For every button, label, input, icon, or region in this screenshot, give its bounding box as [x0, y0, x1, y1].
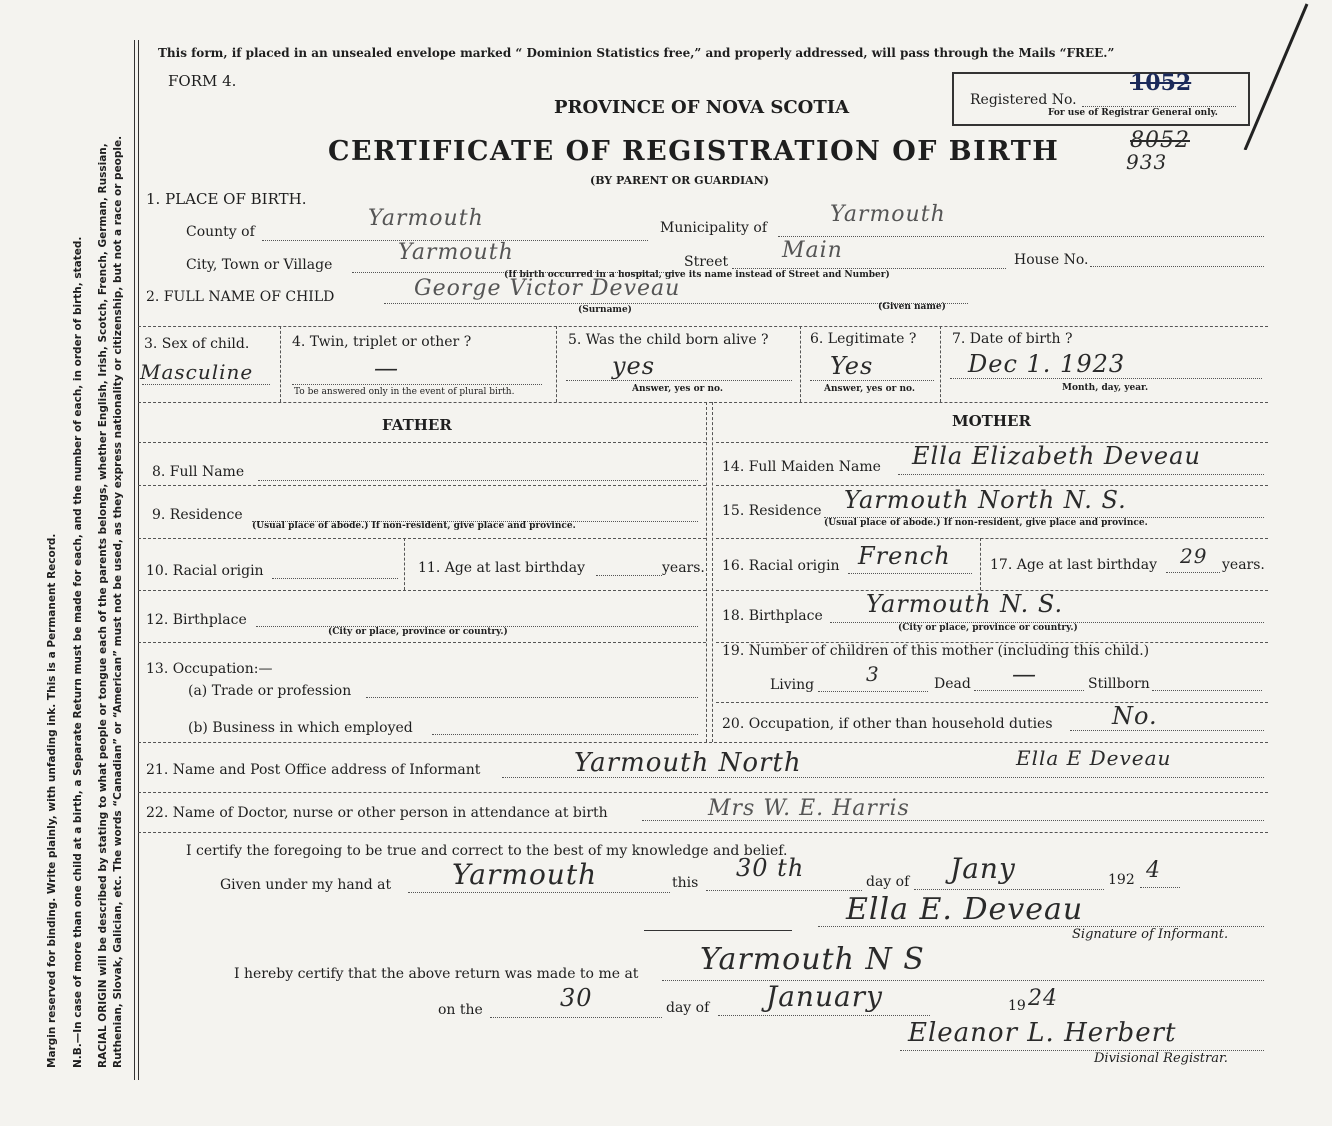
margin-note-4: Ruthenian, Slovak, Galician, etc. The words “Canadian” or “American” must not be used, as they express nationality or citizenship, but not a race or people. [112, 135, 124, 1068]
mother-age-label: 17. Age at last birthday [990, 557, 1158, 573]
father-business-label: (b) Business in which employed [188, 720, 413, 736]
dob-note: Month, day, year. [1062, 383, 1149, 393]
father-heading: FATHER [382, 416, 452, 434]
mother-racial-value: French [858, 542, 951, 570]
twin-note: To be answered only in the event of plural birth. [294, 387, 515, 397]
mail-notice: This form, if placed in an unsealed envelope marked “ Dominion Statistics free,” and properly addressed, will pass through the Mails “FREE.” [158, 46, 1115, 60]
mother-residence-note: (Usual place of abode.) If non-resident, give place and province. [824, 518, 1148, 528]
given-month: Jany [950, 852, 1016, 885]
father-occupation-label: 13. Occupation:— [146, 661, 273, 677]
registration-box [952, 72, 1250, 126]
registrar-year-prefix: 19 [1008, 998, 1026, 1014]
father-age-label: 11. Age at last birthday [418, 560, 586, 576]
father-birthplace-label: 12. Birthplace [146, 612, 247, 628]
sex-value: Masculine [140, 360, 254, 384]
alive-note: Answer, yes or no. [632, 384, 723, 394]
margin-note-3: RACIAL ORIGIN will be described by stating to what people or tongue each of the parents belongs, whether English, Irish, Scotch, French, German, Russian, [97, 143, 109, 1068]
signature-informant-label: Signature of Informant. [1072, 927, 1229, 942]
mother-occupation-label: 20. Occupation, if other than household duties [722, 716, 1053, 732]
municipality-value: Yarmouth [830, 202, 946, 227]
sex-label: 3. Sex of child. [144, 336, 250, 352]
house-no-label: House No. [1014, 252, 1089, 268]
county-value: Yarmouth [368, 206, 484, 231]
mother-age-value: 29 [1180, 544, 1208, 568]
dob-label: 7. Date of birth ? [952, 331, 1073, 347]
informant-label: 21. Name and Post Office address of Informant [146, 762, 481, 778]
pen-stroke-mark [1215, 0, 1325, 150]
dob-value: Dec 1. 1923 [968, 350, 1126, 378]
municipality-label: Municipality of [660, 220, 768, 236]
given-under-label: Given under my hand at [220, 877, 392, 893]
certify-statement: I certify the foregoing to be true and correct to the best of my knowledge and belief. [186, 843, 788, 859]
city-label: City, Town or Village [186, 257, 333, 273]
mother-residence-label: 15. Residence [722, 503, 822, 519]
surname-note: (Surname) [578, 305, 632, 315]
registrar-day-of-label: day of [666, 1000, 710, 1016]
this-label: this [672, 875, 699, 891]
county-label: County of [186, 224, 255, 240]
binding-margin-line [134, 40, 135, 1080]
stillborn-label: Stillborn [1088, 676, 1150, 692]
divisional-registrar-label: Divisional Registrar. [1094, 1051, 1228, 1066]
street-value: Main [782, 238, 843, 263]
father-age-unit: years. [662, 560, 705, 576]
father-trade-label: (a) Trade or profession [188, 683, 352, 699]
mother-age-unit: years. [1222, 557, 1265, 573]
mother-racial-label: 16. Racial origin [722, 558, 840, 574]
alive-value: yes [612, 352, 656, 380]
father-residence-label: 9. Residence [152, 507, 243, 523]
registered-no-struck: 8052 [1130, 128, 1190, 153]
registered-no-note: For use of Registrar General only. [1048, 108, 1218, 118]
margin-note-1: Margin reserved for binding. Write plainly, with unfading ink. This is a Permanent Record. [46, 533, 58, 1068]
mother-children-label: 19. Number of children of this mother (including this child.) [722, 643, 1150, 659]
given-place: Yarmouth [452, 858, 598, 891]
mother-occupation-value: No. [1112, 702, 1158, 730]
legit-note: Answer, yes or no. [824, 384, 915, 394]
mother-residence-value: Yarmouth North N. S. [844, 486, 1127, 514]
dead-label: Dead [934, 676, 971, 692]
registrar-signature: Eleanor L. Herbert [908, 1018, 1177, 1048]
father-residence-note: (Usual place of abode.) If non-resident, give place and province. [252, 521, 576, 531]
informant-name: Ella E Deveau [1016, 746, 1172, 770]
child-name-label: 2. FULL NAME OF CHILD [146, 289, 335, 305]
father-birthplace-note: (City or place, province or country.) [328, 627, 508, 637]
form-number: FORM 4. [168, 72, 237, 90]
twin-label: 4. Twin, triplet or other ? [292, 334, 472, 350]
margin-note-2: N.B.—In case of more than one child at a birth, a Separate Return must be made for each, and the number of each, in order of birth, stated. [72, 236, 84, 1068]
province-heading: PROVINCE OF NOVA SCOTIA [554, 97, 850, 118]
registrar-month: January [766, 980, 883, 1013]
dead-value: — [1012, 660, 1037, 688]
father-name-label: 8. Full Name [152, 464, 245, 480]
registrar-place: Yarmouth N S [700, 942, 925, 977]
page-subtitle: (BY PARENT OR GUARDIAN) [590, 174, 769, 187]
legit-value: Yes [830, 352, 874, 380]
mother-name-label: 14. Full Maiden Name [722, 459, 881, 475]
alive-label: 5. Was the child born alive ? [568, 332, 769, 348]
on-the-label: on the [438, 1002, 483, 1018]
living-value: 3 [866, 662, 880, 686]
twin-value: — [374, 354, 399, 382]
mother-birthplace-note: (City or place, province or country.) [898, 623, 1078, 633]
mother-birthplace-label: 18. Birthplace [722, 608, 823, 624]
registrar-year: 24 [1028, 986, 1058, 1011]
hospital-note: (If birth occurred in a hospital, give its name instead of Street and Number) [504, 270, 890, 280]
page-title: CERTIFICATE OF REGISTRATION OF BIRTH [328, 136, 1060, 167]
father-racial-label: 10. Racial origin [146, 563, 264, 579]
living-label: Living [770, 677, 815, 693]
given-day: 30 th [736, 854, 805, 882]
street-label: Street [684, 254, 729, 270]
given-year-prefix: 192 [1108, 872, 1135, 888]
mother-birthplace-value: Yarmouth N. S. [866, 590, 1064, 618]
registered-no-label: Registered No. [970, 92, 1077, 108]
child-name-value: George Victor Deveau [414, 276, 681, 301]
legit-label: 6. Legitimate ? [810, 331, 917, 347]
city-value: Yarmouth [398, 240, 514, 265]
informant-signature: Ella E. Deveau [846, 892, 1084, 927]
doctor-name: Mrs W. E. Harris [708, 796, 910, 821]
informant-address: Yarmouth North [574, 748, 802, 778]
given-year: 4 [1146, 858, 1161, 883]
doctor-label: 22. Name of Doctor, nurse or other person in attendance at birth [146, 805, 608, 821]
registrar-statement: I hereby certify that the above return was made to me at [234, 966, 639, 982]
day-of-label: day of [866, 874, 910, 890]
registered-no-handwritten: 933 [1126, 150, 1168, 174]
place-of-birth-label: 1. PLACE OF BIRTH. [146, 190, 307, 208]
binding-margin-line-2 [138, 40, 139, 1080]
registered-no-value: 1052 [1130, 70, 1192, 96]
mother-heading: MOTHER [952, 412, 1031, 430]
registrar-day: 30 [560, 984, 593, 1012]
mother-name-value: Ella Elizabeth Deveau [912, 442, 1201, 470]
given-name-note: (Given name) [878, 302, 946, 312]
